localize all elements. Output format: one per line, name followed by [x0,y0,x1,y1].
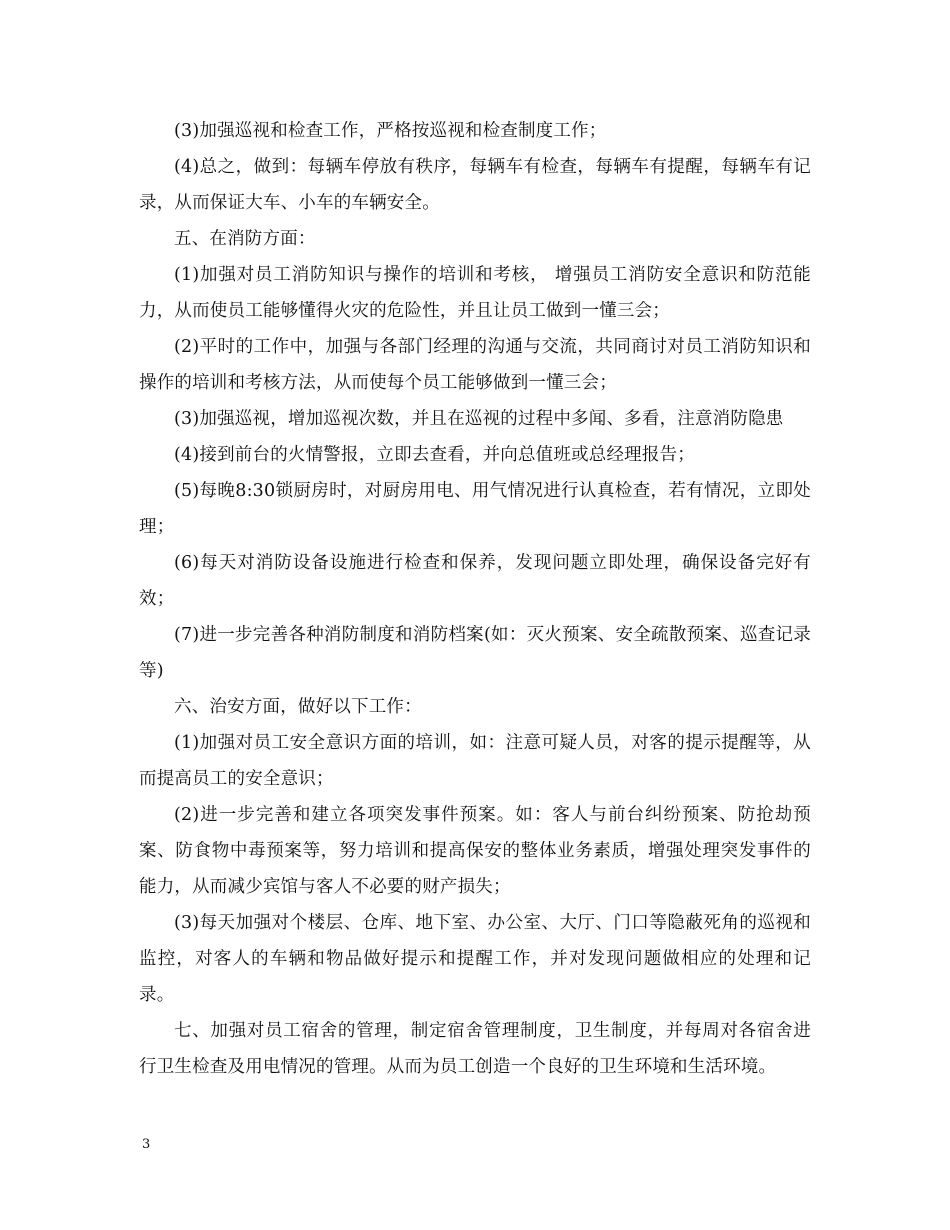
paragraph-kitchen-check: (5)每晚8:30锁厨房时，对厨房用电、用气情况进行认真检查，若有情况，立即处理； [139,481,811,537]
paragraph-fire-archives: (7)进一步完善各种消防制度和消防档案(如：灭火预案、安全疏散预案、巡查记录等) [139,625,811,681]
paragraph-vehicle-summary: (4)总之，做到：每辆车停放有秩序，每辆车有检查，每辆车有提醒，每辆车有记录，从而保证大车、小车的车辆安全。 [139,157,811,213]
document-body [139,113,811,1085]
section-heading-public-security: 六、治安方面，做好以下工作： [174,697,422,717]
paragraph-fire-alarm: (4)接到前台的火情警报，立即去查看，并向总值班或总经理报告； [174,445,695,465]
paragraph-fire-training: (1)加强对员工消防知识与操作的培训和考核， 增强员工消防安全意识和防范能力，从而使员工能够懂得火灾的危险性，并且让员工做到一懂三会； [139,265,811,321]
page-number: 3 [142,1137,151,1152]
paragraph-emergency-plans: (2)进一步完善和建立各项突发事件预案。如：客人与前台纠纷预案、防抢劫预案、防食物中毒预案等，努力培训和提高保安的整体业务素质，增强处理突发事件的能力，从而减少宾馆与客人不必要的财产损失； [139,805,811,897]
paragraph-vehicle-inspection: (3)加强巡视和检查工作，严格按巡视和检查制度工作； [174,121,607,141]
paragraph-dormitory-management: 七、加强对员工宿舍的管理，制定宿舍管理制度，卫生制度，并每周对各宿舍进行卫生检查及用电情况的管理。从而为员工创造一个良好的卫生环境和生活环境。 [139,1021,811,1077]
section-heading-fire-safety: 五、在消防方面： [174,229,316,249]
paragraph-fire-communication: (2)平时的工作中，加强与各部门经理的沟通与交流，共同商讨对员工消防知识和操作的培训和考核方法，从而使每个员工能够做到一懂三会； [139,337,811,393]
paragraph-fire-patrol: (3)加强巡视，增加巡视次数，并且在巡视的过程中多闻、多看，注意消防隐患 [174,409,784,429]
paragraph-equipment-maintenance: (6)每天对消防设备设施进行检查和保养，发现问题立即处理，确保设备完好有效； [139,553,811,609]
paragraph-patrol-monitoring: (3)每天加强对个楼层、仓库、地下室、办公室、大厅、门口等隐蔽死角的巡视和监控，对客人的车辆和物品做好提示和提醒工作，并对发现问题做相应的处理和记录。 [139,913,811,1005]
paragraph-security-training: (1)加强对员工安全意识方面的培训，如：注意可疑人员，对客的提示提醒等，从而提高员工的安全意识； [139,733,811,789]
